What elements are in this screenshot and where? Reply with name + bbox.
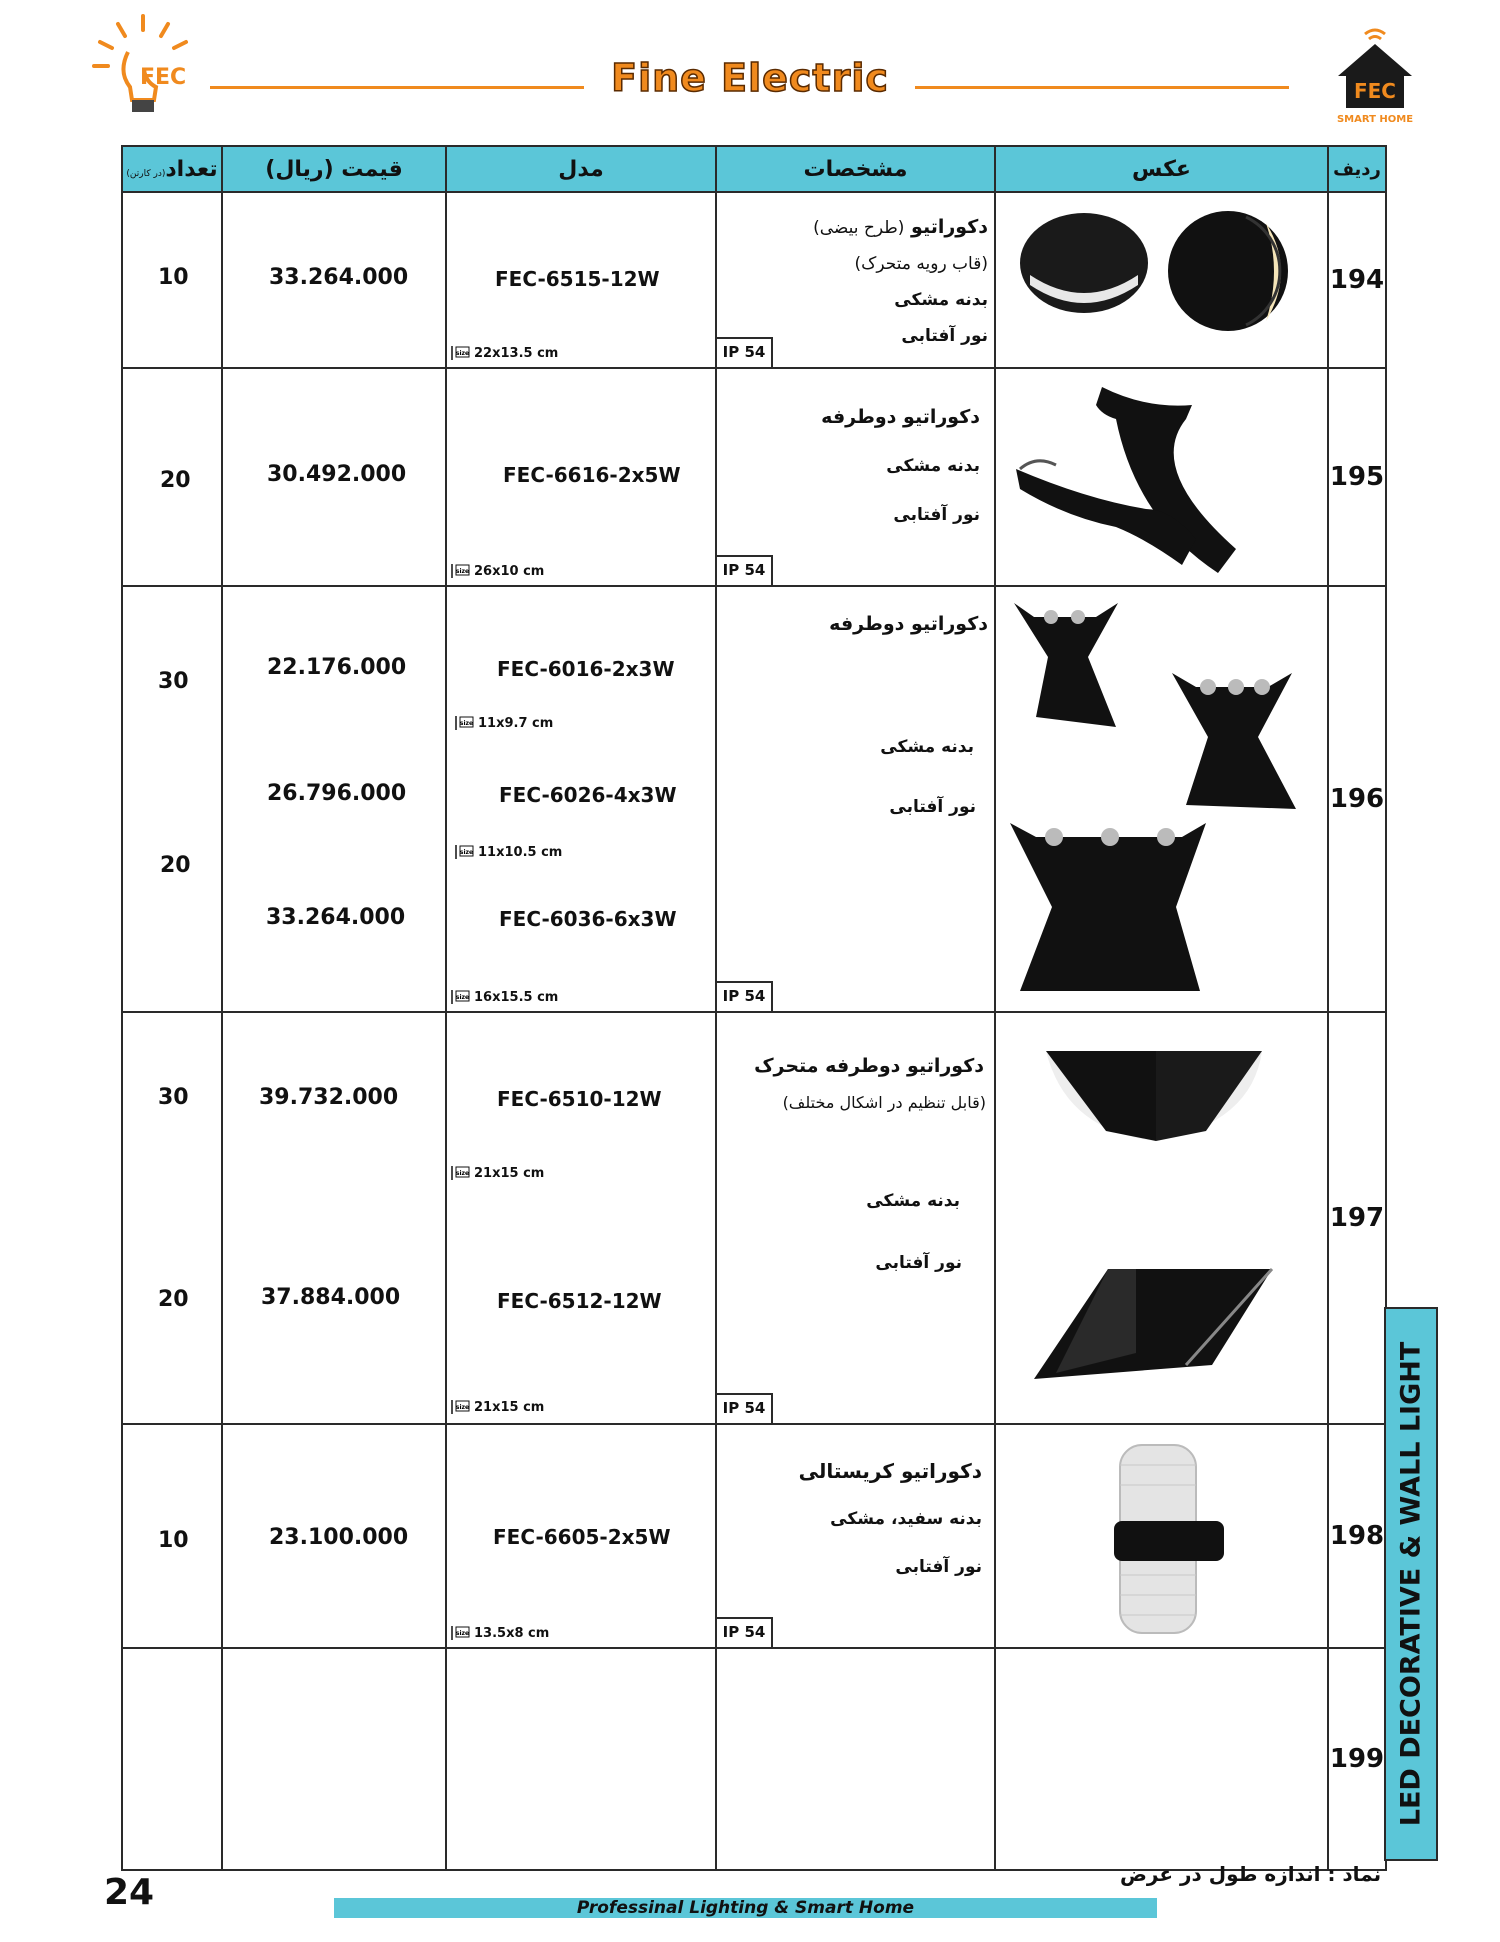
spec-line: بدنه مشکی — [894, 290, 988, 310]
right-logo-sub: SMART HOME — [1336, 114, 1414, 125]
price-cell — [222, 1012, 446, 1424]
spec-line: بدنه مشکی — [880, 737, 974, 757]
qty-cell — [122, 368, 222, 586]
model-code: FEC-6515-12W — [495, 267, 660, 291]
price-value: 33.264.000 — [269, 265, 409, 290]
ip-rating: IP 54 — [715, 337, 773, 369]
price-value: 22.176.000 — [267, 655, 407, 680]
svg-text:size: size — [455, 994, 470, 1001]
photo-cell — [995, 368, 1328, 586]
price-value: 30.492.000 — [267, 462, 407, 487]
ip-rating: IP 54 — [715, 555, 773, 587]
svg-text:size: size — [455, 1170, 470, 1177]
spec-cell — [716, 192, 995, 368]
spec-cell — [716, 1424, 995, 1648]
size-icon — [449, 345, 471, 361]
spec-line: نور آفتابی — [875, 1253, 962, 1273]
svg-text:size: size — [459, 720, 474, 727]
qty-value: 10 — [158, 265, 189, 290]
spec-title-note: (طرح بیضی) — [813, 218, 905, 238]
size-text: 21x15 cm — [474, 1165, 545, 1181]
header-rule-left — [210, 86, 584, 89]
row-number: 194 — [1328, 192, 1386, 368]
table-row — [122, 1648, 1386, 1870]
price-cell — [222, 192, 446, 368]
model-cell — [446, 1648, 716, 1870]
spec-line: (قابل تنظیم در اشکال مختلف) — [782, 1093, 986, 1112]
model-code: FEC-6510-12W — [497, 1087, 662, 1111]
model-code: FEC-6036-6x3W — [499, 907, 677, 931]
svg-text:size: size — [455, 568, 470, 575]
photo-cell — [995, 1424, 1328, 1648]
spec-title: دکوراتیو دوطرفه متحرک — [754, 1055, 984, 1077]
spec-line: بدنه سفید، مشکی — [830, 1509, 982, 1529]
photo-cell — [995, 1012, 1328, 1424]
size-text: 11x9.7 cm — [478, 715, 554, 731]
category-side-label: LED DECORATIVE & WALL LIGHT — [1395, 1341, 1427, 1827]
header-rule-right — [915, 86, 1289, 89]
product-image-angled-wall-lights — [996, 1013, 1329, 1423]
size-icon — [453, 715, 475, 731]
left-logo-text: FEC — [140, 65, 187, 90]
price-cell — [222, 1424, 446, 1648]
row-number: 199 — [1328, 1648, 1386, 1870]
size-label — [449, 989, 558, 1005]
col-specs: مشخصات — [716, 146, 995, 192]
spec-title — [813, 209, 988, 246]
qty-value: 30 — [158, 1085, 189, 1110]
price-cell — [222, 1648, 446, 1870]
size-icon — [449, 563, 471, 579]
spec-line: نور آفتابی — [895, 1557, 982, 1577]
row-number: 196 — [1328, 586, 1386, 1012]
row-number: 197 — [1328, 1012, 1386, 1424]
size-text: 13.5x8 cm — [474, 1625, 550, 1641]
model-code: FEC-6016-2x3W — [497, 657, 675, 681]
spec-cell — [716, 1012, 995, 1424]
size-text: 11x10.5 cm — [478, 844, 563, 860]
size-symbol-legend: نماد : اندازه طول در عرض — [1120, 1862, 1382, 1886]
qty-cell — [122, 586, 222, 1012]
model-cell — [446, 1012, 716, 1424]
col-qty-note: (در کارتن) — [126, 168, 166, 179]
qty-value: 20 — [160, 853, 191, 878]
spec-cell — [716, 368, 995, 586]
page-number: 24 — [104, 1872, 155, 1913]
table-header-row — [122, 146, 1386, 192]
spec-cell — [716, 586, 995, 1012]
model-cell — [446, 192, 716, 368]
product-image-oval-wall-light — [996, 193, 1329, 367]
col-model: مدل — [446, 146, 716, 192]
model-code: FEC-6616-2x5W — [503, 463, 681, 487]
table-row — [122, 1424, 1386, 1648]
qty-cell — [122, 1424, 222, 1648]
size-icon — [449, 1165, 471, 1181]
footer-tagline-bar — [334, 1898, 1157, 1918]
qty-value: 10 — [158, 1528, 189, 1553]
price-table — [121, 145, 1387, 1871]
category-side-tab — [1384, 1307, 1438, 1861]
size-text: 21x15 cm — [474, 1399, 545, 1415]
size-text: 16x15.5 cm — [474, 989, 559, 1005]
price-value: 39.732.000 — [259, 1085, 399, 1110]
spec-line: بدنه مشکی — [866, 1191, 960, 1211]
col-qty — [122, 146, 222, 192]
spec-cell — [716, 1648, 995, 1870]
photo-cell — [995, 192, 1328, 368]
size-label — [453, 715, 553, 731]
size-text: 26x10 cm — [474, 563, 545, 579]
spec-title: دکوراتیو دوطرفه — [829, 613, 988, 635]
smart-home-logo — [1330, 26, 1420, 126]
brand-title: Fine Electric — [611, 56, 889, 100]
product-image-crystal-wall-light — [996, 1425, 1329, 1647]
fec-bulb-logo — [88, 12, 198, 122]
spec-line: بدنه مشکی — [886, 456, 980, 476]
ip-rating: IP 54 — [715, 981, 773, 1013]
size-label — [449, 1625, 549, 1641]
model-code: FEC-6026-4x3W — [499, 783, 677, 807]
col-row: ردیف — [1328, 146, 1386, 192]
ip-rating: IP 54 — [715, 1617, 773, 1649]
model-cell — [446, 368, 716, 586]
svg-text:size: size — [455, 1630, 470, 1637]
spec-block — [799, 1447, 982, 1591]
size-icon — [449, 1399, 471, 1415]
qty-cell — [122, 1648, 222, 1870]
price-cell — [222, 586, 446, 1012]
price-value: 26.796.000 — [267, 781, 407, 806]
qty-value: 20 — [160, 468, 191, 493]
price-cell — [222, 368, 446, 586]
product-image-x-shape-wall-lights — [996, 587, 1329, 1011]
svg-text:size: size — [455, 1404, 470, 1411]
size-icon — [449, 989, 471, 1005]
spec-title: دکوراتیو کریستالی — [798, 1459, 982, 1483]
footer-tagline: Professinal Lighting & Smart Home — [576, 1898, 915, 1918]
spec-block — [813, 209, 988, 354]
spec-title: دکوراتیو دوطرفه — [821, 406, 980, 428]
qty-cell — [122, 192, 222, 368]
spec-line: نور آفتابی — [893, 505, 980, 525]
qty-value: 30 — [158, 669, 189, 694]
size-label — [449, 1165, 544, 1181]
model-cell — [446, 586, 716, 1012]
qty-value: 20 — [158, 1287, 189, 1312]
price-value: 33.264.000 — [266, 905, 406, 930]
table-row — [122, 586, 1386, 1012]
spec-line: (قاب رویه متحرک) — [854, 254, 988, 274]
ip-rating: IP 54 — [715, 1393, 773, 1425]
col-qty-label: تعداد — [165, 156, 218, 182]
size-icon — [453, 844, 475, 860]
table-row — [122, 192, 1386, 368]
model-code: FEC-6605-2x5W — [493, 1525, 671, 1549]
spec-title-text: دکوراتیو — [911, 216, 988, 238]
spec-block — [821, 393, 980, 540]
svg-text:size: size — [455, 350, 470, 357]
row-number: 195 — [1328, 368, 1386, 586]
size-text: 22x13.5 cm — [474, 345, 559, 361]
qty-cell — [122, 1012, 222, 1424]
svg-text:size: size — [459, 849, 474, 856]
size-label — [453, 844, 562, 860]
model-code: FEC-6512-12W — [497, 1289, 662, 1313]
size-label — [449, 563, 544, 579]
spec-line: نور آفتابی — [889, 797, 976, 817]
spec-line: نور آفتابی — [901, 326, 988, 346]
table-row — [122, 368, 1386, 586]
price-value: 23.100.000 — [269, 1525, 409, 1550]
table-row — [122, 1012, 1386, 1424]
size-icon — [449, 1625, 471, 1641]
col-price: قیمت (ریال) — [222, 146, 446, 192]
size-label — [449, 345, 558, 361]
product-image-hourglass-wall-light — [996, 369, 1329, 585]
right-logo-text: FEC — [1353, 79, 1397, 103]
col-photo: عکس — [995, 146, 1328, 192]
row-number: 198 — [1328, 1424, 1386, 1648]
photo-cell — [995, 586, 1328, 1012]
size-label — [449, 1399, 544, 1415]
photo-cell — [995, 1648, 1328, 1870]
model-cell — [446, 1424, 716, 1648]
price-value: 37.884.000 — [261, 1285, 401, 1310]
